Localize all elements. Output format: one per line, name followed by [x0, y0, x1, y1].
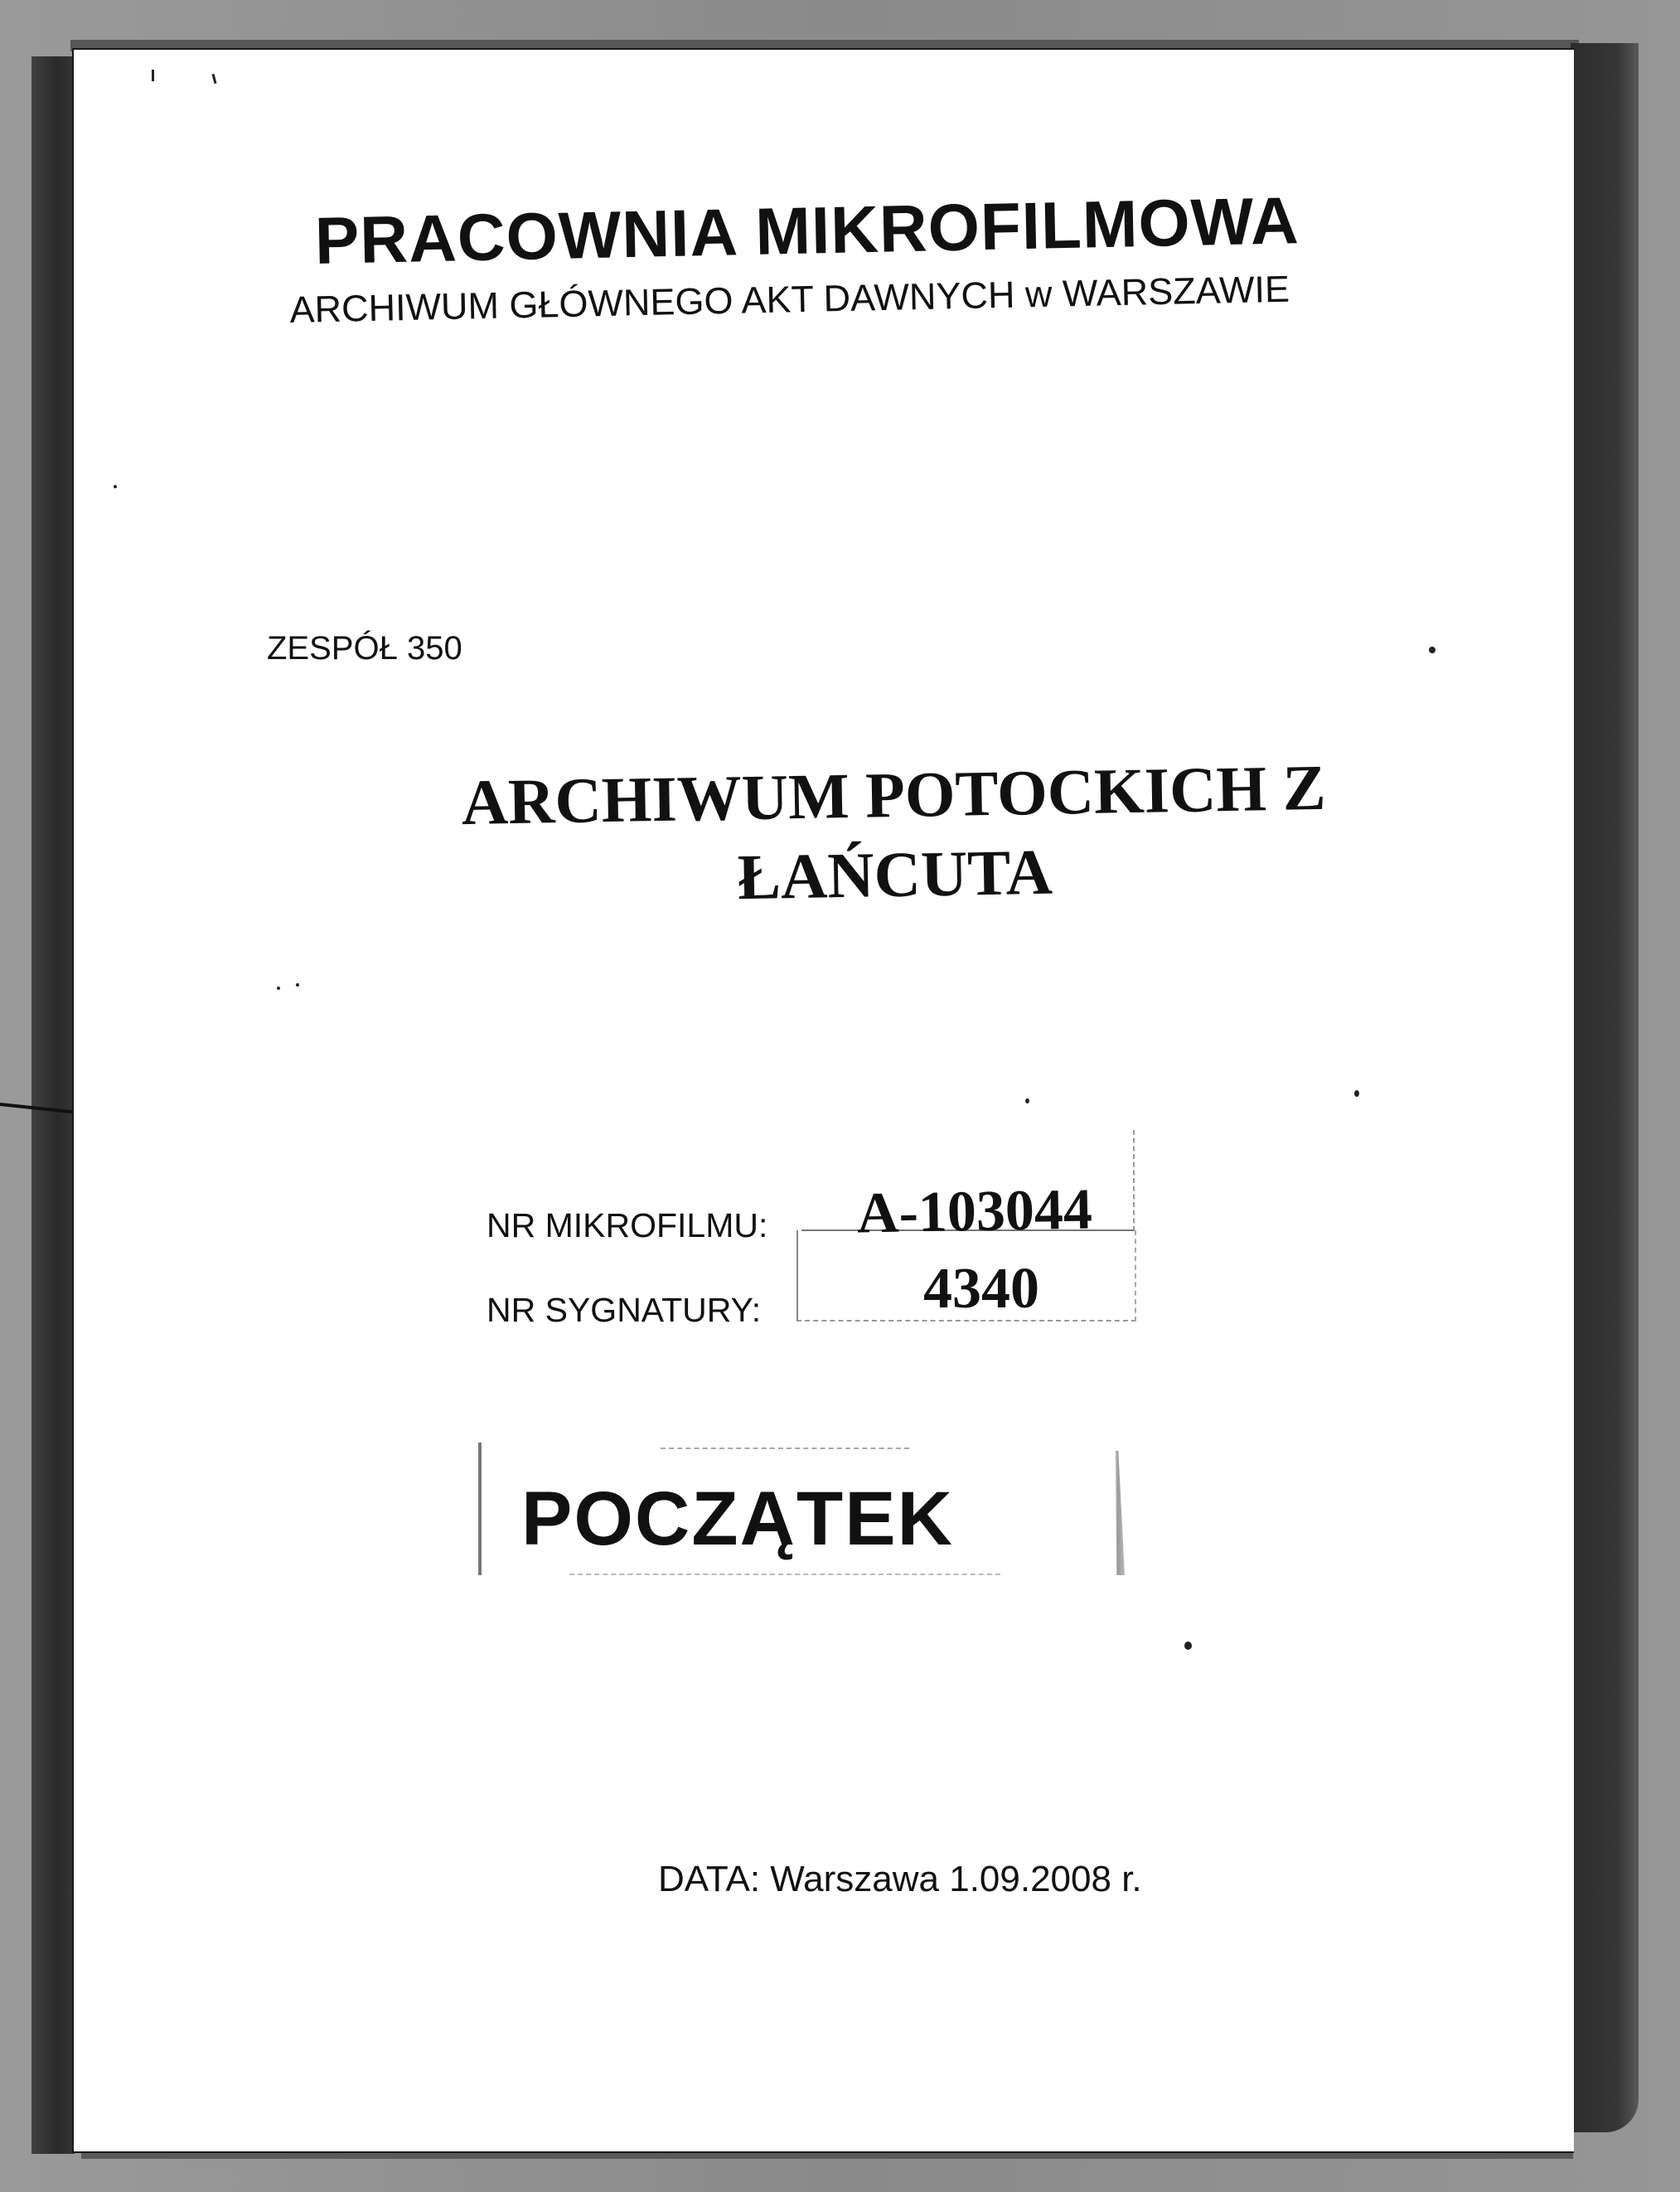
- speck: [1429, 647, 1436, 653]
- tick-mark: [152, 70, 154, 81]
- frame-line-top: [661, 1448, 909, 1451]
- collection-title-line1: ARCHIWUM POTOCKICH Z: [460, 750, 1327, 839]
- page-shadow-right: [1571, 43, 1639, 2132]
- speck: [114, 485, 117, 488]
- start-marker-label: POCZĄTEK: [521, 1477, 954, 1561]
- header-title: PRACOWNIA MIKROFILMOWA: [314, 183, 1300, 278]
- microfilm-number-label: NR MIKROFILMU:: [487, 1206, 768, 1244]
- speck: [296, 983, 299, 987]
- page-shadow-left: [31, 56, 75, 2154]
- microfilm-number-value: A-103044: [856, 1177, 1093, 1246]
- frame-edge-left: [478, 1443, 482, 1575]
- signature-number-value: 4340: [923, 1257, 1039, 1321]
- signature-number-label: NR SYGNATURY:: [487, 1291, 762, 1329]
- speck: [1354, 1090, 1359, 1097]
- speck: [1184, 1642, 1192, 1650]
- collection-title: [330, 750, 1460, 917]
- collection-title-line2: ŁAŃCUTA: [737, 835, 1053, 914]
- speck: [277, 987, 280, 990]
- fond-label: ZESPÓŁ 350: [267, 630, 462, 667]
- frame-line-bottom: [569, 1574, 1000, 1577]
- frame-edge-right: [1113, 1451, 1125, 1575]
- document-page: [72, 48, 1574, 2153]
- date-line: DATA: Warszawa 1.09.2008 r.: [658, 1859, 1142, 1899]
- header-subtitle: ARCHIWUM GŁÓWNEGO AKT DAWNYCH w WARSZAWIE: [289, 267, 1290, 331]
- speck: [1025, 1098, 1029, 1103]
- tick-mark: [211, 74, 216, 84]
